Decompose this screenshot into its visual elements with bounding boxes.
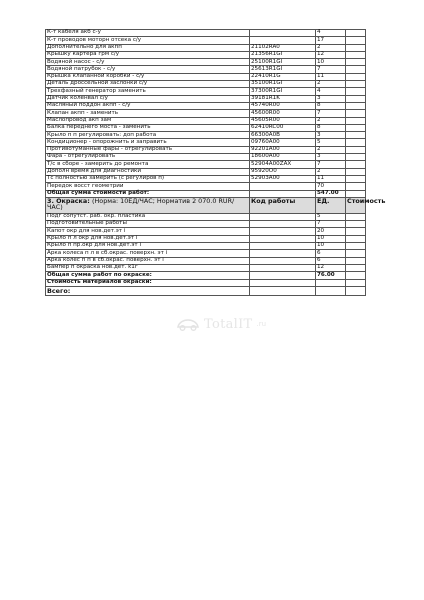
parts-name: Водяной патрубок - с/у xyxy=(46,66,250,73)
paint-section-title: 3. Окраска: xyxy=(47,196,90,205)
parts-code: 39181R1K xyxy=(250,95,316,102)
parts-cost xyxy=(346,88,366,95)
parts-code: 45605R00 xyxy=(250,117,316,124)
paint-qty: 6 xyxy=(316,250,346,257)
parts-qty: 3 xyxy=(316,132,346,139)
parts-cost xyxy=(346,66,366,73)
paint-code xyxy=(250,243,316,250)
parts-name: Противотуманные фары - отрегулировать xyxy=(46,146,250,153)
paint-row xyxy=(46,250,366,257)
parts-cost xyxy=(346,102,366,109)
parts-qty: 70 xyxy=(316,183,346,190)
parts-row xyxy=(46,37,366,44)
parts-row xyxy=(46,154,366,161)
parts-name: Клапан акпп - заменить xyxy=(46,110,250,117)
parts-row xyxy=(46,30,366,37)
parts-row xyxy=(46,59,366,66)
parts-cost xyxy=(346,30,366,37)
parts-name: Т/с в сборе - замерить до ремонта xyxy=(46,161,250,168)
parts-cost xyxy=(346,81,366,88)
parts-cost xyxy=(346,110,366,117)
parts-name: Маслопровод акп зам xyxy=(46,117,250,124)
parts-name: Крышка клапанной коробки - с/у xyxy=(46,73,250,80)
parts-name: Дополн время для диагностики xyxy=(46,168,250,175)
parts-row xyxy=(46,132,366,139)
paint-qty: 10 xyxy=(316,235,346,242)
paint-cost xyxy=(346,250,366,257)
parts-total-section xyxy=(46,189,386,213)
parts-qty: 7 xyxy=(316,66,346,73)
paint-name: Капот окр для нов.дет.эт i xyxy=(46,228,250,235)
paint-code xyxy=(250,235,316,242)
watermark-tld: .ru xyxy=(256,320,267,328)
paint-code xyxy=(250,228,316,235)
totals-section xyxy=(46,272,366,296)
parts-code: 09760A00 xyxy=(250,139,316,146)
grand-total-unit-cell xyxy=(316,286,346,295)
parts-name: Фара - отрегулировать xyxy=(46,154,250,161)
parts-cost xyxy=(346,154,366,161)
parts-cost xyxy=(346,161,366,168)
parts-row xyxy=(46,102,366,109)
paint-total-row xyxy=(46,272,366,279)
parts-cost xyxy=(346,175,366,182)
parts-name: Деталь дроссельной заслонки с/у xyxy=(46,81,250,88)
grand-total-code-cell xyxy=(250,286,316,295)
watermark-text: TotalIT xyxy=(204,316,253,332)
parts-code: 92201A00 xyxy=(250,146,316,153)
parts-row xyxy=(46,81,366,88)
paint-total-value: 76.00 xyxy=(316,272,346,279)
parts-code xyxy=(250,37,316,44)
paint-qty: 10 xyxy=(316,243,346,250)
paint-code xyxy=(250,264,316,271)
parts-qty: 17 xyxy=(316,37,346,44)
paint-row xyxy=(46,221,366,228)
paint-qty: 6 xyxy=(316,257,346,264)
materials-row xyxy=(46,279,366,286)
parts-name: Передок восст геометрии xyxy=(46,183,250,190)
parts-row xyxy=(46,110,366,117)
paint-cost xyxy=(346,228,366,235)
parts-qty: 10 xyxy=(316,59,346,66)
parts-row xyxy=(46,124,366,131)
parts-cost xyxy=(346,73,366,80)
paint-name: Арка колеса п л в сб.окрас. поверхн. эт i xyxy=(46,250,250,257)
paint-col-unit-header: ЕД. xyxy=(316,197,346,213)
parts-row xyxy=(46,51,366,58)
parts-code: 52904A00ZAX xyxy=(250,161,316,168)
paint-cost xyxy=(346,235,366,242)
paint-name: Крыло п пр.окр для нов.дет.эт i xyxy=(46,243,250,250)
parts-name: Крышку картера грм с/у xyxy=(46,51,250,58)
paint-name: Подготовительные работы xyxy=(46,221,250,228)
paint-total-label: Общая сумма работ по окраске: xyxy=(46,272,250,279)
parts-code: 52903A00 xyxy=(250,175,316,182)
parts-name: Тс полностью замерить (с регулиров п) xyxy=(46,175,250,182)
parts-name: К-т проводов моторн отсека с/у xyxy=(46,37,250,44)
parts-name: Балка переднего моста - заменить xyxy=(46,124,250,131)
parts-qty: 8 xyxy=(316,102,346,109)
paint-cost xyxy=(346,257,366,264)
paint-row xyxy=(46,264,366,271)
parts-code: 35100R1GI xyxy=(250,81,316,88)
parts-code: 45740R00 xyxy=(250,102,316,109)
parts-cost xyxy=(346,139,366,146)
parts-code: 21102RA0 xyxy=(250,44,316,51)
parts-qty: 8 xyxy=(316,124,346,131)
paint-qty: 12 xyxy=(316,264,346,271)
parts-cost xyxy=(346,117,366,124)
parts-cost xyxy=(346,146,366,153)
parts-qty: 5 xyxy=(316,139,346,146)
parts-name: Трехфазный генератор заменить xyxy=(46,88,250,95)
paint-code xyxy=(250,213,316,220)
parts-code: 21356R1GI xyxy=(250,51,316,58)
parts-cost xyxy=(346,124,366,131)
parts-qty: 4 xyxy=(316,88,346,95)
parts-total-value: 547.00 xyxy=(316,190,346,197)
parts-qty: 2 xyxy=(316,81,346,88)
parts-total-label: Общая сумма стоимости работ: xyxy=(46,190,250,197)
parts-cost xyxy=(346,44,366,51)
parts-qty: 12 xyxy=(316,51,346,58)
parts-code: 62410RC00 xyxy=(250,124,316,131)
grand-total-label: Всего: xyxy=(46,286,250,295)
paint-section xyxy=(46,213,366,271)
paint-name: Подг сопутст. раб. окр. пластика xyxy=(46,213,250,220)
paint-code xyxy=(250,221,316,228)
parts-code xyxy=(250,183,316,190)
parts-name: Кондиционер - опорожнить и заправить xyxy=(46,139,250,146)
materials-label: Стоимость материалов окраски: xyxy=(46,279,250,286)
materials-cost-cell xyxy=(346,279,366,286)
paint-name: Бампер п окраска нов.дет. k1г xyxy=(46,264,250,271)
parts-code: 25613R1GI xyxy=(250,66,316,73)
paint-name: Арка колес п п в сб.окрас. поверхн. эт i xyxy=(46,257,250,264)
parts-qty: 2 xyxy=(316,168,346,175)
paint-cost xyxy=(346,264,366,271)
paint-qty: 5 xyxy=(316,213,346,220)
paint-total-cost-cell xyxy=(346,272,366,279)
materials-unit-cell xyxy=(316,279,346,286)
parts-qty: 11 xyxy=(316,175,346,182)
parts-name: К-т кабеля акб с-у xyxy=(46,30,250,37)
parts-code: 45600R00 xyxy=(250,110,316,117)
paint-col-code-header: Код работы xyxy=(250,197,316,213)
paint-section-norm: (Норма: 10ЕД/ЧАС; Норматив 2 070.0 RUR/ЧАС) xyxy=(47,196,235,212)
parts-qty: 7 xyxy=(316,110,346,117)
car-logo-icon xyxy=(176,316,200,332)
paint-total-code-cell xyxy=(250,272,316,279)
parts-name: Крыло п п регулировать: доп работа xyxy=(46,132,250,139)
paint-qty: 7 xyxy=(316,221,346,228)
paint-row xyxy=(46,243,366,250)
parts-qty: 2 xyxy=(316,146,346,153)
paint-code xyxy=(250,257,316,264)
paint-qty: 20 xyxy=(316,228,346,235)
parts-code: 37300R1GI xyxy=(250,88,316,95)
parts-qty: 2 xyxy=(316,44,346,51)
watermark xyxy=(176,316,266,332)
parts-cost xyxy=(346,183,366,190)
parts-name: Водяной насос - с/у xyxy=(46,59,250,66)
parts-name: Датчик коленвал с/у xyxy=(46,95,250,102)
parts-qty: 3 xyxy=(316,95,346,102)
parts-cost xyxy=(346,95,366,102)
grand-total-cost-cell xyxy=(346,286,366,295)
parts-qty: 11 xyxy=(316,73,346,80)
parts-name: Масляный поддон акпп - с/у xyxy=(46,102,250,109)
parts-qty: 4 xyxy=(316,30,346,37)
parts-qty: 2 xyxy=(316,117,346,124)
grand-total-row xyxy=(46,286,366,295)
parts-cost xyxy=(346,132,366,139)
paint-name: Крыло п л окр для нов.дет.эт i xyxy=(46,235,250,242)
paint-section-title-cell xyxy=(46,197,250,213)
repair-estimate-table xyxy=(45,29,386,296)
paint-cost xyxy=(346,221,366,228)
paint-code xyxy=(250,250,316,257)
parts-code xyxy=(250,30,316,37)
parts-name: Дополнительно для акпп xyxy=(46,44,250,51)
paint-cost xyxy=(346,213,366,220)
parts-cost xyxy=(346,168,366,175)
paint-cost xyxy=(346,243,366,250)
parts-code: 25100R1GI xyxy=(250,59,316,66)
parts-qty: 3 xyxy=(316,154,346,161)
parts-qty: 7 xyxy=(316,161,346,168)
parts-cost xyxy=(346,37,366,44)
paint-section-header xyxy=(46,197,366,213)
parts-code: 95920O0 xyxy=(250,168,316,175)
parts-code: 66300A0B xyxy=(250,132,316,139)
parts-section xyxy=(46,30,366,191)
parts-row xyxy=(46,175,366,182)
parts-code: 18600A00 xyxy=(250,154,316,161)
materials-code-cell xyxy=(250,279,316,286)
paint-col-cost-header: Стоимость xyxy=(346,197,366,213)
parts-cost xyxy=(346,59,366,66)
parts-code: 22410R1G xyxy=(250,73,316,80)
parts-cost xyxy=(346,51,366,58)
parts-row xyxy=(46,183,366,190)
